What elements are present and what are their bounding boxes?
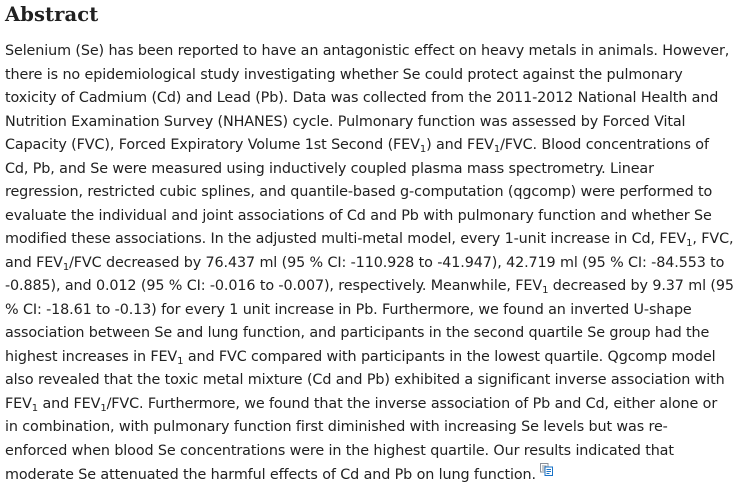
- subscript: 1: [62, 261, 70, 273]
- text-segment: decreased by 9.37 ml (95: [548, 278, 734, 294]
- subscript: 1: [493, 144, 501, 155]
- abstract-line: [5, 440, 721, 464]
- abstract-line: [5, 228, 734, 252]
- text-segment: moderate Se attenuated the harmful effects of Cd and Pb on lung function.: [5, 466, 536, 483]
- text-segment: highest increases in FEV: [5, 348, 178, 365]
- abstract-line: [5, 463, 721, 487]
- text-segment: /FVC decreased by 76.437 ml (95 % CI: -110.928 to -41.947), 42.719 ml (95 % CI: -84.553 to: [69, 254, 725, 271]
- abstract-line: [5, 87, 721, 111]
- subscript: 1: [31, 402, 39, 414]
- abstract-heading: Abstract: [5, 3, 99, 26]
- text-segment: -0.885), and 0.012 (95 % CI: -0.016 to -0.007), respectively. Meanwhile, FEV: [5, 278, 543, 294]
- text-segment: /FVC. Blood concentrations of: [500, 137, 709, 153]
- text-segment: and FEV: [5, 254, 63, 271]
- text-segment: association between Se and lung function, and participants in the second quartile Se group had the: [5, 325, 710, 341]
- abstract-line: [5, 393, 721, 417]
- text-segment: , FVC,: [692, 231, 734, 247]
- text-segment: Selenium (Se) has been reported to have an antagonistic effect on heavy metals in animals. However,: [5, 43, 730, 59]
- text-segment: modified these associations. In the adjusted multi-metal model, every 1-unit increase in Cd, FEV: [5, 231, 687, 247]
- document-link-icon[interactable]: [540, 461, 553, 485]
- abstract-line: [5, 111, 721, 135]
- subscript: 1: [542, 285, 549, 296]
- abstract-line: [5, 275, 734, 299]
- text-segment: ) and FEV: [426, 137, 494, 153]
- subscript: 1: [177, 355, 184, 367]
- text-segment: also revealed that the toxic metal mixture (Cd and Pb) exhibited a significant inverse association with: [5, 372, 725, 388]
- text-segment: and FEV: [38, 395, 101, 412]
- text-segment: and FVC compared with participants in the lowest quartile. Qgcomp model: [183, 348, 716, 365]
- text-segment: FEV: [5, 395, 32, 412]
- abstract-line: [5, 416, 721, 440]
- abstract-line: [5, 205, 721, 229]
- subscript: 1: [100, 402, 107, 414]
- abstract-line: [5, 346, 721, 370]
- text-segment: /FVC. Furthermore, we found that the inverse association of Pb and Cd, either alone or: [106, 395, 718, 412]
- text-segment: there is no epidemiological study investigating whether Se could protect against the pulmonary: [5, 66, 683, 83]
- text-segment: regression, restricted cubic splines, and quantile-based g-computation (qgcomp) were performed to: [5, 184, 713, 200]
- text-segment: Nutrition Examination Survey (NHANES) cycle. Pulmonary function was assessed by Forced Vital: [5, 113, 686, 130]
- abstract-body: [5, 40, 734, 487]
- abstract-line: [5, 369, 725, 393]
- abstract-section: [5, 0, 734, 487]
- abstract-line: [5, 299, 721, 323]
- text-segment: toxicity of Cadmium (Cd) and Lead (Pb). Data was collected from the 2011-2012 National Health and: [5, 90, 719, 106]
- text-segment: Capacity (FVC), Forced Expiratory Volume 1st Second (FEV: [5, 137, 420, 153]
- abstract-line: [5, 181, 721, 205]
- text-segment: enforced when blood Se concentrations were in the highest quartile. Our results indicated that: [5, 442, 674, 459]
- abstract-line: [5, 322, 721, 346]
- text-segment: Cd, Pb, and Se were measured using inductively coupled plasma mass spectrometry. Linear: [5, 160, 654, 177]
- subscript: 1: [686, 238, 693, 249]
- abstract-line: [5, 134, 721, 158]
- abstract-line: [5, 40, 730, 64]
- abstract-line: [5, 64, 721, 88]
- subscript: 1: [419, 144, 427, 155]
- text-segment: in combination, with pulmonary function first diminished with increasing Se levels but was re-: [5, 419, 668, 435]
- text-segment: evaluate the individual and joint associations of Cd and Pb with pulmonary function and whether Se: [5, 207, 712, 224]
- text-segment: % CI: -18.61 to -0.13) for every 1 unit increase in Pb. Furthermore, we found an inverted U-shape: [5, 301, 692, 318]
- abstract-line: [5, 158, 721, 182]
- abstract-line: [5, 252, 725, 276]
